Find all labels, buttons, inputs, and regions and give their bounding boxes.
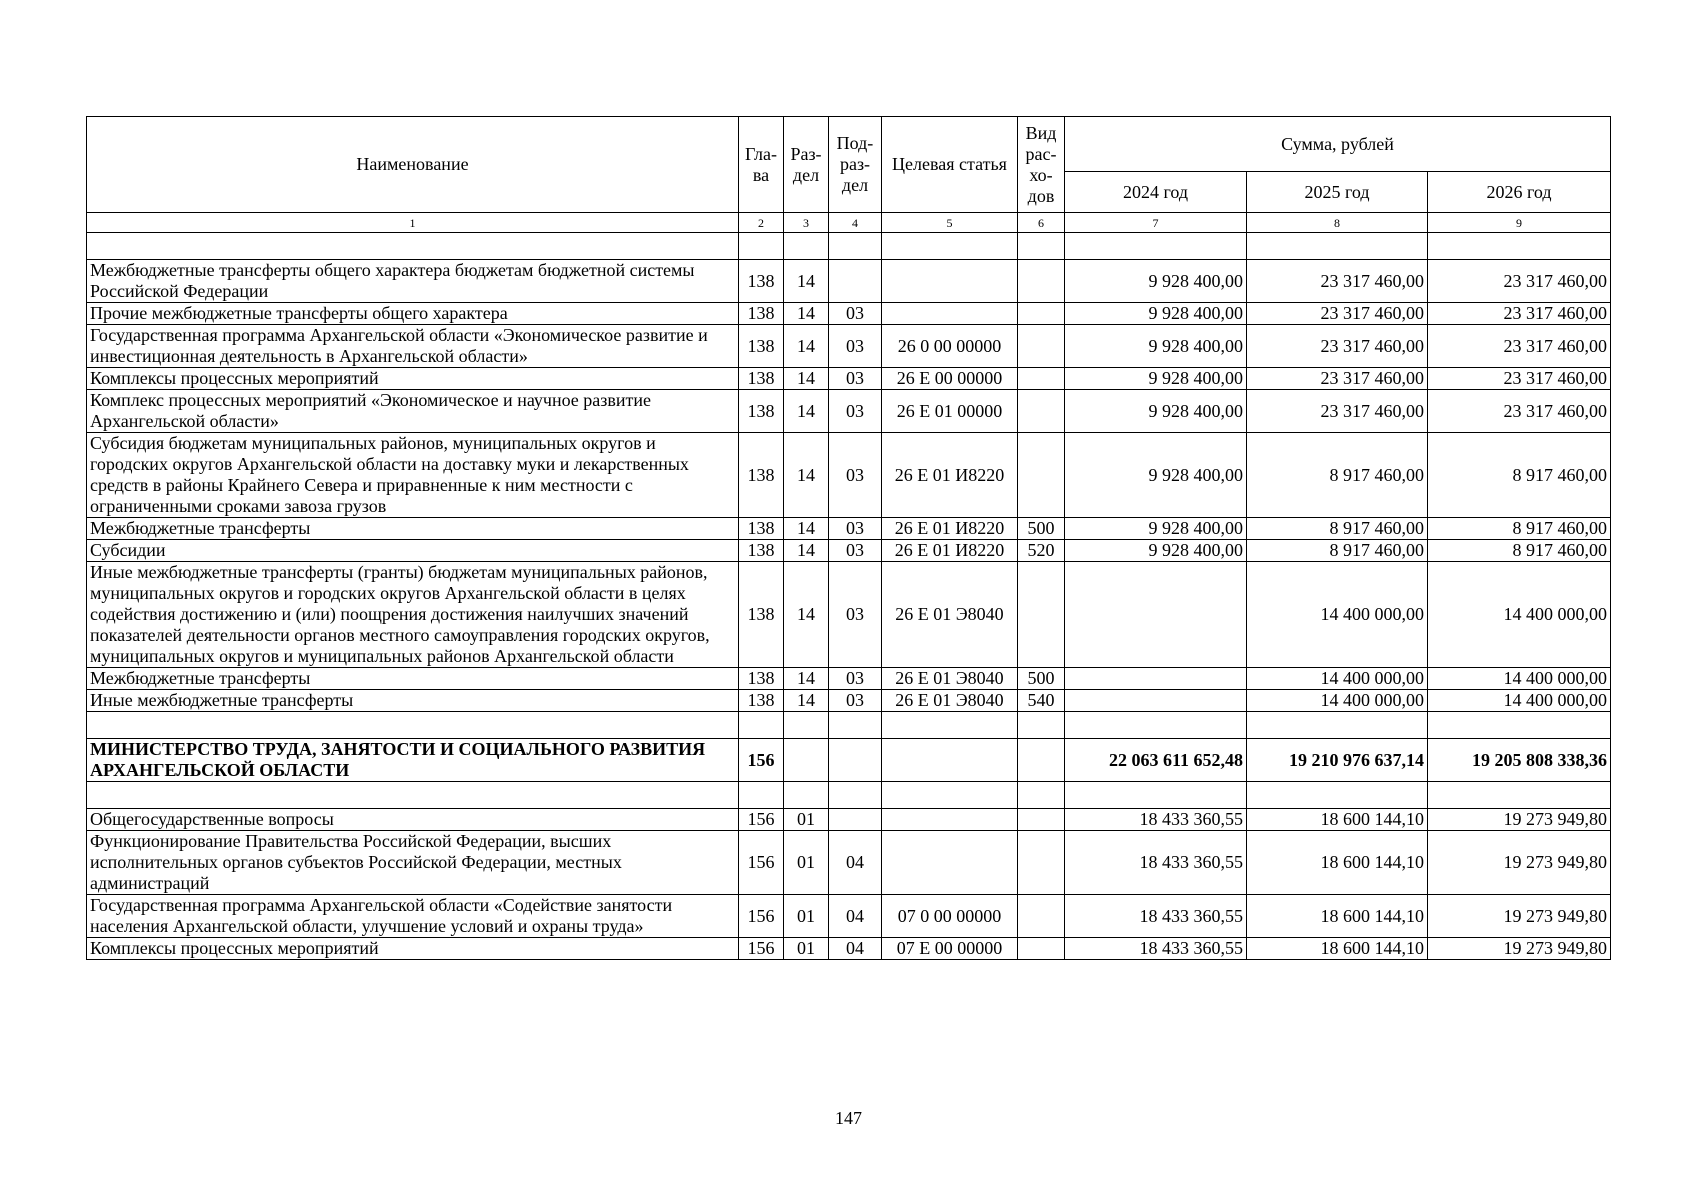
cell-razdel [784, 233, 829, 260]
cell-name: Иные межбюджетные трансферты [87, 690, 739, 712]
table-body [87, 233, 1611, 960]
cell-vid [1018, 368, 1065, 390]
cell-name [87, 712, 739, 739]
cell-glava: 138 [739, 518, 784, 540]
cell-sum-2026: 14 400 000,00 [1428, 690, 1611, 712]
cell-glava [739, 233, 784, 260]
cell-celevaya [882, 831, 1018, 895]
column-number: 7 [1065, 213, 1247, 233]
header-2026: 2026 год [1428, 172, 1611, 213]
cell-glava: 138 [739, 562, 784, 668]
cell-name: Комплекс процессных мероприятий «Экономическое и научное развитие Архангельской области» [87, 390, 739, 433]
cell-vid [1018, 782, 1065, 809]
cell-sum-2026: 23 317 460,00 [1428, 325, 1611, 368]
cell-celevaya [882, 739, 1018, 782]
cell-glava: 138 [739, 433, 784, 518]
cell-podrazdel: 04 [829, 831, 882, 895]
header-2024: 2024 год [1065, 172, 1247, 213]
table-row [87, 895, 1611, 938]
page-number: 147 [835, 1108, 862, 1128]
cell-sum-2026: 8 917 460,00 [1428, 518, 1611, 540]
table-row [87, 390, 1611, 433]
column-number: 6 [1018, 213, 1065, 233]
cell-razdel: 01 [784, 895, 829, 938]
cell-podrazdel: 03 [829, 668, 882, 690]
cell-sum-2024 [1065, 668, 1247, 690]
header-celevaya: Целевая статья [882, 117, 1018, 213]
cell-sum-2026 [1428, 782, 1611, 809]
column-number: 5 [882, 213, 1018, 233]
cell-sum-2026 [1428, 233, 1611, 260]
cell-vid [1018, 712, 1065, 739]
cell-sum-2025: 8 917 460,00 [1247, 540, 1428, 562]
table-row [87, 518, 1611, 540]
table-row [87, 739, 1611, 782]
cell-glava: 138 [739, 260, 784, 303]
header-glava: Гла-ва [739, 117, 784, 213]
table-row [87, 562, 1611, 668]
cell-razdel: 14 [784, 368, 829, 390]
cell-sum-2026: 8 917 460,00 [1428, 540, 1611, 562]
cell-celevaya: 26 Е 01 Э8040 [882, 668, 1018, 690]
cell-razdel [784, 712, 829, 739]
cell-podrazdel [829, 712, 882, 739]
cell-sum-2025: 18 600 144,10 [1247, 938, 1428, 960]
cell-sum-2024: 9 928 400,00 [1065, 325, 1247, 368]
cell-celevaya [882, 303, 1018, 325]
cell-celevaya: 26 Е 01 И8220 [882, 540, 1018, 562]
cell-sum-2024 [1065, 782, 1247, 809]
cell-name: Функционирование Правительства Российской Федерации, высших исполнительных органов субъектов Российской Федерации, местных администраций [87, 831, 739, 895]
cell-razdel: 14 [784, 390, 829, 433]
cell-name: МИНИСТЕРСТВО ТРУДА, ЗАНЯТОСТИ И СОЦИАЛЬНОГО РАЗВИТИЯ АРХАНГЕЛЬСКОЙ ОБЛАСТИ [87, 739, 739, 782]
cell-sum-2025 [1247, 712, 1428, 739]
cell-glava: 156 [739, 739, 784, 782]
cell-vid: 540 [1018, 690, 1065, 712]
cell-sum-2025: 18 600 144,10 [1247, 895, 1428, 938]
cell-podrazdel [829, 233, 882, 260]
cell-sum-2024: 18 433 360,55 [1065, 809, 1247, 831]
cell-name: Государственная программа Архангельской области «Содействие занятости населения Архангельской области, улучшение условий и охраны труда» [87, 895, 739, 938]
cell-sum-2026: 14 400 000,00 [1428, 562, 1611, 668]
cell-name: Государственная программа Архангельской области «Экономическое развитие и инвестиционная деятельность в Архангельской области» [87, 325, 739, 368]
table-row [87, 368, 1611, 390]
cell-sum-2024: 9 928 400,00 [1065, 433, 1247, 518]
cell-podrazdel: 03 [829, 540, 882, 562]
cell-vid [1018, 895, 1065, 938]
cell-razdel: 14 [784, 690, 829, 712]
cell-sum-2026: 23 317 460,00 [1428, 368, 1611, 390]
cell-sum-2025: 23 317 460,00 [1247, 368, 1428, 390]
cell-podrazdel [829, 809, 882, 831]
table-row [87, 668, 1611, 690]
cell-vid [1018, 325, 1065, 368]
cell-sum-2024 [1065, 712, 1247, 739]
cell-glava: 138 [739, 540, 784, 562]
cell-celevaya: 07 Е 00 00000 [882, 938, 1018, 960]
cell-podrazdel [829, 739, 882, 782]
cell-name [87, 782, 739, 809]
column-number: 4 [829, 213, 882, 233]
cell-vid [1018, 260, 1065, 303]
cell-sum-2024 [1065, 690, 1247, 712]
table-row [87, 690, 1611, 712]
cell-celevaya: 26 Е 01 Э8040 [882, 690, 1018, 712]
cell-celevaya [882, 809, 1018, 831]
cell-sum-2025: 23 317 460,00 [1247, 260, 1428, 303]
cell-sum-2024: 9 928 400,00 [1065, 260, 1247, 303]
cell-celevaya: 26 Е 01 Э8040 [882, 562, 1018, 668]
cell-sum-2026: 19 273 949,80 [1428, 895, 1611, 938]
header-podrazdel: Под-раз-дел [829, 117, 882, 213]
cell-vid [1018, 739, 1065, 782]
cell-sum-2026: 23 317 460,00 [1428, 390, 1611, 433]
header-name: Наименование [87, 117, 739, 213]
cell-podrazdel: 03 [829, 562, 882, 668]
cell-sum-2024: 18 433 360,55 [1065, 895, 1247, 938]
cell-razdel: 01 [784, 809, 829, 831]
cell-razdel: 01 [784, 938, 829, 960]
cell-glava: 138 [739, 390, 784, 433]
cell-glava: 156 [739, 895, 784, 938]
cell-razdel: 14 [784, 325, 829, 368]
cell-name: Межбюджетные трансферты общего характера бюджетам бюджетной системы Российской Федерации [87, 260, 739, 303]
cell-sum-2025: 8 917 460,00 [1247, 433, 1428, 518]
cell-glava: 156 [739, 831, 784, 895]
cell-podrazdel [829, 260, 882, 303]
cell-razdel: 14 [784, 562, 829, 668]
cell-sum-2025: 14 400 000,00 [1247, 690, 1428, 712]
cell-name: Субсидии [87, 540, 739, 562]
cell-sum-2025: 23 317 460,00 [1247, 390, 1428, 433]
cell-sum-2024: 9 928 400,00 [1065, 518, 1247, 540]
cell-sum-2026: 23 317 460,00 [1428, 260, 1611, 303]
cell-celevaya: 26 Е 01 00000 [882, 390, 1018, 433]
cell-sum-2024: 9 928 400,00 [1065, 390, 1247, 433]
cell-sum-2025: 14 400 000,00 [1247, 562, 1428, 668]
cell-podrazdel: 04 [829, 895, 882, 938]
cell-glava [739, 782, 784, 809]
cell-razdel [784, 739, 829, 782]
cell-sum-2026: 23 317 460,00 [1428, 303, 1611, 325]
cell-razdel: 14 [784, 668, 829, 690]
cell-podrazdel: 03 [829, 690, 882, 712]
cell-sum-2024: 22 063 611 652,48 [1065, 739, 1247, 782]
cell-sum-2024 [1065, 562, 1247, 668]
budget-table [86, 116, 1611, 960]
cell-sum-2026 [1428, 712, 1611, 739]
table-row [87, 809, 1611, 831]
cell-celevaya [882, 782, 1018, 809]
column-numbers-row [87, 213, 1611, 233]
cell-podrazdel: 03 [829, 325, 882, 368]
table-row [87, 303, 1611, 325]
table-row [87, 325, 1611, 368]
cell-celevaya [882, 260, 1018, 303]
cell-vid [1018, 233, 1065, 260]
cell-sum-2024: 18 433 360,55 [1065, 938, 1247, 960]
cell-glava: 156 [739, 809, 784, 831]
cell-sum-2025: 14 400 000,00 [1247, 668, 1428, 690]
cell-razdel [784, 782, 829, 809]
table-row [87, 831, 1611, 895]
cell-podrazdel [829, 782, 882, 809]
cell-sum-2026: 8 917 460,00 [1428, 433, 1611, 518]
header-vid: Вид рас-хо-дов [1018, 117, 1065, 213]
header-razdel: Раз-дел [784, 117, 829, 213]
cell-vid [1018, 831, 1065, 895]
table-row-empty [87, 233, 1611, 260]
cell-razdel: 14 [784, 540, 829, 562]
cell-name: Субсидия бюджетам муниципальных районов, муниципальных округов и городских округов Архангельской области на доставку муки и лекарственных средств в районы Крайнего Севера и приравненные к ним местности с ограниченными сроками завоза грузов [87, 433, 739, 518]
cell-name: Межбюджетные трансферты [87, 668, 739, 690]
table-row [87, 260, 1611, 303]
cell-sum-2025 [1247, 233, 1428, 260]
cell-vid [1018, 433, 1065, 518]
cell-name [87, 233, 739, 260]
cell-glava [739, 712, 784, 739]
cell-podrazdel: 03 [829, 433, 882, 518]
cell-celevaya: 26 Е 00 00000 [882, 368, 1018, 390]
cell-sum-2026: 19 205 808 338,36 [1428, 739, 1611, 782]
cell-podrazdel: 03 [829, 368, 882, 390]
cell-celevaya: 26 0 00 00000 [882, 325, 1018, 368]
cell-razdel: 14 [784, 518, 829, 540]
cell-sum-2025 [1247, 782, 1428, 809]
cell-glava: 138 [739, 303, 784, 325]
column-number: 8 [1247, 213, 1428, 233]
cell-vid [1018, 562, 1065, 668]
cell-sum-2025: 23 317 460,00 [1247, 303, 1428, 325]
cell-name: Межбюджетные трансферты [87, 518, 739, 540]
table-row [87, 540, 1611, 562]
cell-vid: 520 [1018, 540, 1065, 562]
cell-sum-2024: 18 433 360,55 [1065, 831, 1247, 895]
table-row-empty [87, 782, 1611, 809]
cell-glava: 138 [739, 668, 784, 690]
cell-sum-2026: 19 273 949,80 [1428, 938, 1611, 960]
cell-sum-2026: 19 273 949,80 [1428, 831, 1611, 895]
cell-sum-2026: 19 273 949,80 [1428, 809, 1611, 831]
cell-sum-2024: 9 928 400,00 [1065, 540, 1247, 562]
cell-vid [1018, 390, 1065, 433]
cell-celevaya [882, 712, 1018, 739]
column-number: 3 [784, 213, 829, 233]
table-row [87, 938, 1611, 960]
cell-podrazdel: 03 [829, 390, 882, 433]
header-2025: 2025 год [1247, 172, 1428, 213]
cell-glava: 156 [739, 938, 784, 960]
cell-name: Иные межбюджетные трансферты (гранты) бюджетам муниципальных районов, муниципальных округов и городских округов Архангельской области в целях содействия достижению и (или) поощрения достижения наилучших значений показателей деятельности органов местного самоуправления городских округов, муниципальных округов и муниципальных районов Архангельской области [87, 562, 739, 668]
cell-sum-2025: 18 600 144,10 [1247, 809, 1428, 831]
cell-vid: 500 [1018, 518, 1065, 540]
table-row-empty [87, 712, 1611, 739]
cell-celevaya: 07 0 00 00000 [882, 895, 1018, 938]
cell-name: Комплексы процессных мероприятий [87, 368, 739, 390]
cell-name: Общегосударственные вопросы [87, 809, 739, 831]
cell-podrazdel: 03 [829, 518, 882, 540]
cell-celevaya: 26 Е 01 И8220 [882, 433, 1018, 518]
cell-podrazdel: 04 [829, 938, 882, 960]
column-number: 9 [1428, 213, 1611, 233]
cell-sum-2024 [1065, 233, 1247, 260]
cell-razdel: 01 [784, 831, 829, 895]
cell-vid [1018, 938, 1065, 960]
header-summa: Сумма, рублей [1065, 117, 1611, 172]
cell-vid [1018, 809, 1065, 831]
cell-razdel: 14 [784, 260, 829, 303]
cell-sum-2025: 23 317 460,00 [1247, 325, 1428, 368]
table-row [87, 433, 1611, 518]
cell-glava: 138 [739, 325, 784, 368]
cell-glava: 138 [739, 690, 784, 712]
cell-podrazdel: 03 [829, 303, 882, 325]
cell-razdel: 14 [784, 433, 829, 518]
cell-name: Комплексы процессных мероприятий [87, 938, 739, 960]
column-number: 2 [739, 213, 784, 233]
cell-sum-2026: 14 400 000,00 [1428, 668, 1611, 690]
cell-vid [1018, 303, 1065, 325]
cell-sum-2024: 9 928 400,00 [1065, 368, 1247, 390]
cell-sum-2025: 8 917 460,00 [1247, 518, 1428, 540]
column-number: 1 [87, 213, 739, 233]
cell-name: Прочие межбюджетные трансферты общего характера [87, 303, 739, 325]
cell-sum-2024: 9 928 400,00 [1065, 303, 1247, 325]
cell-sum-2025: 18 600 144,10 [1247, 831, 1428, 895]
cell-sum-2025: 19 210 976 637,14 [1247, 739, 1428, 782]
cell-glava: 138 [739, 368, 784, 390]
cell-celevaya: 26 Е 01 И8220 [882, 518, 1018, 540]
cell-vid: 500 [1018, 668, 1065, 690]
cell-razdel: 14 [784, 303, 829, 325]
cell-celevaya [882, 233, 1018, 260]
